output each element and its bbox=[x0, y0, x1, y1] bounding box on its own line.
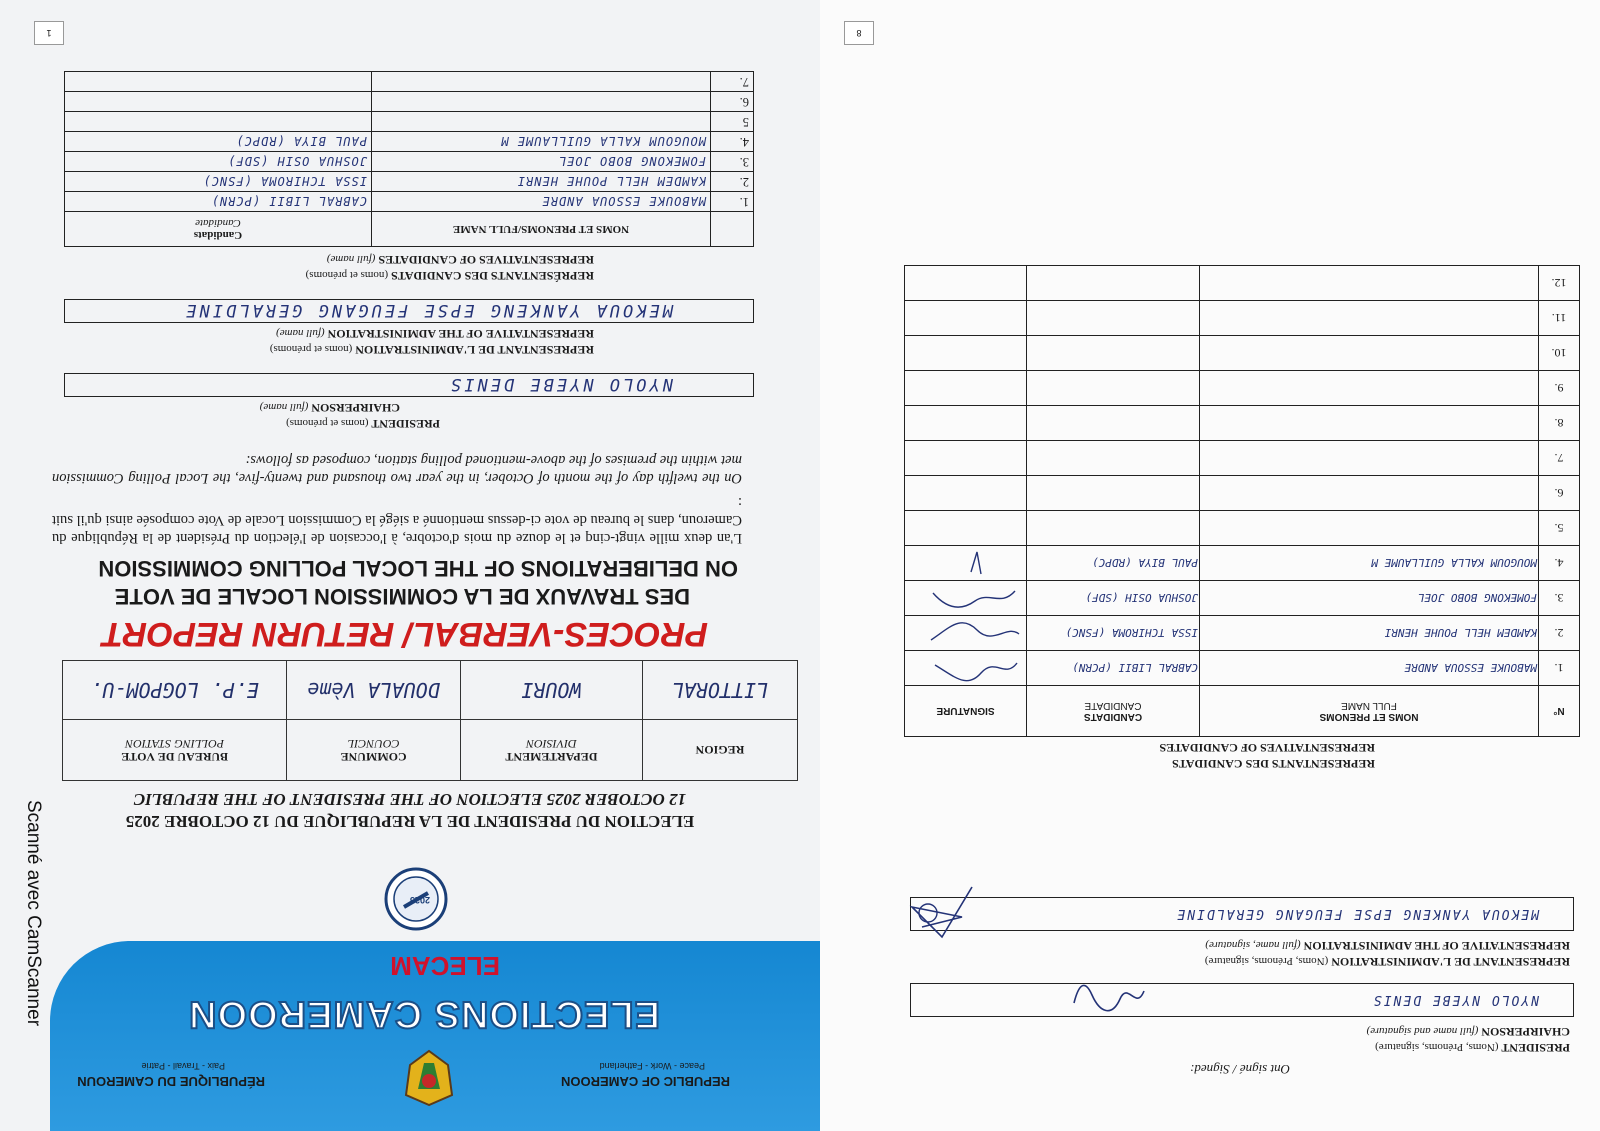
republic-en-label: REPUBLIC OF CAMEROON bbox=[561, 1074, 730, 1089]
representatives-signature-table bbox=[904, 265, 1580, 737]
col-full-name: NOMS ET PRENOMS FULL NAME bbox=[1200, 686, 1539, 737]
president-signature-icon bbox=[1070, 977, 1150, 1021]
report-subtitle-en: ON DELIBERATIONS OF THE LOCAL POLLING COMMISSION bbox=[98, 556, 738, 581]
row-num: 7. bbox=[1539, 441, 1580, 476]
rep-candidate: CABRAL LIBII (PCRN) bbox=[1027, 651, 1200, 686]
row-num: 9. bbox=[1539, 371, 1580, 406]
election-title-en: 12 OCTOBER 2025 ELECTION OF THE PRESIDENT OF THE REPUBLIC bbox=[133, 790, 687, 809]
rep-name: FOMEKONG BOBO JOEL bbox=[1200, 581, 1539, 616]
candidate-representatives-table bbox=[64, 71, 754, 247]
rep-name: MABOUKE ESSOUA ANDRE bbox=[372, 192, 711, 212]
report-title: PROCES-VERBAL/ RETURN REPORT bbox=[102, 615, 708, 653]
chairperson-label: CHAIRPERSON (full name and signature) bbox=[1366, 1025, 1570, 1039]
rep-candidate bbox=[1027, 476, 1200, 511]
rep-name bbox=[1200, 476, 1539, 511]
election-title-fr: ELECTION DU PRESIDENT DE LA REPUBLIQUE DU 12 OCTOBRE 2025 bbox=[125, 812, 695, 831]
right-page-content bbox=[820, 0, 1600, 1131]
camscanner-watermark: Scanné avec CamScanner bbox=[23, 800, 44, 1027]
rep-candidate bbox=[1027, 406, 1200, 441]
admin-name-field: MEKOUA YANKENG EPSE FEUGANG GERALDINE bbox=[64, 299, 754, 323]
rep-signature bbox=[905, 581, 1027, 616]
rep-candidate bbox=[1027, 266, 1200, 301]
rep-signature bbox=[905, 266, 1027, 301]
preamble-fr: L'an deux mille vingt-cinq et le douze du mois d'octobre, à l'occasion de l'élection du Président de la République du Cameroun, dans le bureau de vote ci-dessus mentionné a siégé la Commission Locale de Vote composée ainsi qu'il suit : bbox=[52, 494, 742, 546]
chairperson-label: CHAIRPERSON (full name) bbox=[259, 401, 400, 415]
rep-name bbox=[1200, 266, 1539, 301]
rep-name: MOUGOUM KALLA GUILLAUME M bbox=[372, 132, 711, 152]
row-num: 5. bbox=[1539, 511, 1580, 546]
rep-signature bbox=[905, 441, 1027, 476]
signature-scribble-icon bbox=[925, 551, 1025, 579]
rep-signature bbox=[905, 546, 1027, 581]
row-num: 11. bbox=[1539, 301, 1580, 336]
rep-signature bbox=[905, 406, 1027, 441]
row-num: 8. bbox=[1539, 406, 1580, 441]
rep-name: KAMDEM HELL POUHE HENRI bbox=[1200, 616, 1539, 651]
reps-label-en: REPRESENTATIVES OF CANDIDATES (full name) bbox=[326, 253, 594, 267]
rep-name: KAMDEM HELL POUHE HENRI bbox=[372, 172, 711, 192]
row-num: 3. bbox=[711, 152, 754, 172]
republic-fr-label: RÉPUBLIQUE DU CAMEROUN bbox=[77, 1074, 265, 1089]
reps-label-fr: REPRÉSENTANTS DES CANDIDATS (noms et prénoms) bbox=[305, 269, 594, 283]
admin-label-fr: REPRESENTANT DE L'ADMINISTRATION (noms et prénoms) bbox=[269, 343, 594, 357]
rep-name bbox=[1200, 441, 1539, 476]
page-tab-left: 1 bbox=[34, 21, 64, 45]
rep-name: MABOUKE ESSOUA ANDRE bbox=[1200, 651, 1539, 686]
col-signature: SIGNATURE bbox=[905, 686, 1027, 737]
rep-name bbox=[372, 92, 711, 112]
report-subtitle-fr: DES TRAVAUX DE LA COMMISSION LOCALE DE VOTE bbox=[114, 584, 690, 609]
president-name-signature-field bbox=[910, 983, 1574, 1017]
page-tab-right: 8 bbox=[844, 21, 874, 45]
preamble-en: On the twelfth day of the month of October, in the year two thousand and twenty-five, the Local Polling Commission met within the premises of the above-mentioned polling station, composed as follows: bbox=[52, 452, 742, 486]
rep-signature bbox=[905, 511, 1027, 546]
row-num: 1. bbox=[1539, 651, 1580, 686]
rep-candidate: ISSA TCHIROMA (FSNC) bbox=[1027, 616, 1200, 651]
elecam-emblem-icon bbox=[398, 1047, 460, 1109]
row-num: 6. bbox=[1539, 476, 1580, 511]
col-candidate: Candidats Candidate bbox=[65, 212, 372, 247]
rep-name: FOMEKONG BOBO JOEL bbox=[372, 152, 711, 172]
president-name: NYOLO NYEBE DENIS bbox=[1371, 992, 1539, 1007]
value-department: WOURI bbox=[460, 661, 642, 720]
value-polling-station: E.P. LOGPOM-U. bbox=[63, 661, 287, 720]
president-label: PRESIDENT (Noms, Prénoms, signature) bbox=[1375, 1041, 1570, 1055]
row-num: 10. bbox=[1539, 336, 1580, 371]
rep-signature bbox=[905, 371, 1027, 406]
rep-candidate: PAUL BIYA (RDPC) bbox=[1027, 546, 1200, 581]
col-candidate: CANDIDATS CANDIDATE bbox=[1027, 686, 1200, 737]
signature-scribble-icon bbox=[925, 586, 1025, 614]
rep-candidate: CABRAL LIBII (PCRN) bbox=[65, 192, 372, 212]
location-table bbox=[62, 660, 798, 781]
president-name-field: NYOLO NYEBE DENIS bbox=[64, 373, 754, 397]
value-region: LITTORAL bbox=[642, 661, 797, 720]
row-num: 5 bbox=[711, 112, 754, 132]
header-polling-station: BUREAU DE VOTE POLLING STATION bbox=[63, 720, 287, 781]
rep-name: MOUGOUM KALLA GUILLAUME M bbox=[1200, 546, 1539, 581]
rep-candidate bbox=[1027, 371, 1200, 406]
header-region: REGION bbox=[642, 720, 797, 781]
rep-candidate bbox=[1027, 301, 1200, 336]
header-commune: COMMUNE COUNCIL bbox=[287, 720, 461, 781]
rep-candidate bbox=[1027, 336, 1200, 371]
rep-candidate: ISSA TCHIROMA (FSNC) bbox=[65, 172, 372, 192]
rep-signature bbox=[905, 336, 1027, 371]
rep-name bbox=[1200, 336, 1539, 371]
header-department: DEPARTEMENT DIVISION bbox=[460, 720, 642, 781]
col-num: N° bbox=[1539, 686, 1580, 737]
rep-name bbox=[1200, 301, 1539, 336]
elections-cameroon-title: ELECTIONS CAMEROON bbox=[188, 993, 660, 1035]
admin-label-fr: REPRESENTANT DE L'ADMINISTRATION (Noms, Prénoms, signature) bbox=[1204, 955, 1570, 969]
signed-label: Ont signé / Signed: bbox=[1189, 1062, 1290, 1077]
rep-candidate bbox=[65, 112, 372, 132]
rep-candidate bbox=[1027, 441, 1200, 476]
rep-signature bbox=[905, 301, 1027, 336]
rep-signature bbox=[905, 476, 1027, 511]
rep-name bbox=[372, 72, 711, 92]
admin-label-en: REPRESENTATIVE OF THE ADMINISTRATION (full name) bbox=[276, 327, 594, 341]
rep-candidate bbox=[1027, 511, 1200, 546]
admin-signature-icon bbox=[902, 877, 982, 947]
rep-candidate: JOSHUA OSIH (SDF) bbox=[1027, 581, 1200, 616]
row-num: 12. bbox=[1539, 266, 1580, 301]
admin-name: MEKOUA YANKENG EPSE FEUGANG GERALDINE bbox=[1175, 906, 1539, 921]
motto-fr-label: Paix - Travail - Patrie bbox=[141, 1061, 225, 1071]
reps-label-en: REPRESENTATIVES OF CANDIDATES bbox=[1159, 741, 1375, 755]
value-commune: DOUALA Vème bbox=[287, 661, 461, 720]
rep-name bbox=[372, 112, 711, 132]
row-num: 4. bbox=[711, 132, 754, 152]
row-num: 3. bbox=[1539, 581, 1580, 616]
row-num: 6. bbox=[711, 92, 754, 112]
reps-label-fr: REPRESENTANTS DES CANDIDATS bbox=[1172, 757, 1375, 771]
elecam-subtitle: ELECAM bbox=[390, 951, 500, 981]
admin-name-signature-field bbox=[910, 897, 1574, 931]
rep-candidate: JOSHUA OSIH (SDF) bbox=[65, 152, 372, 172]
rep-candidate: PAUL BIYA (RDPC) bbox=[65, 132, 372, 152]
rep-signature bbox=[905, 651, 1027, 686]
row-num: 2. bbox=[711, 172, 754, 192]
rep-candidate bbox=[65, 92, 372, 112]
signature-scribble-icon bbox=[925, 621, 1025, 649]
seal-year: 2025 bbox=[409, 895, 430, 905]
row-num: 4. bbox=[1539, 546, 1580, 581]
row-num: 1. bbox=[711, 192, 754, 212]
row-num: 2. bbox=[1539, 616, 1580, 651]
col-full-name: NOMS ET PRENOMS/FULL NAME bbox=[372, 212, 711, 247]
rep-signature bbox=[905, 616, 1027, 651]
right-document-page bbox=[820, 0, 1600, 1131]
rep-name bbox=[1200, 371, 1539, 406]
rep-candidate bbox=[65, 72, 372, 92]
row-num: 7. bbox=[711, 72, 754, 92]
admin-label-en: REPRESENTATIVE OF THE ADMINISTRATION (full name, signature) bbox=[1205, 939, 1570, 953]
rep-name bbox=[1200, 406, 1539, 441]
signature-scribble-icon bbox=[925, 656, 1025, 684]
rep-name bbox=[1200, 511, 1539, 546]
motto-en-label: Peace - Work - Fatherland bbox=[599, 1061, 705, 1071]
president-label: PRESIDENT (noms et prénoms) bbox=[286, 417, 440, 431]
